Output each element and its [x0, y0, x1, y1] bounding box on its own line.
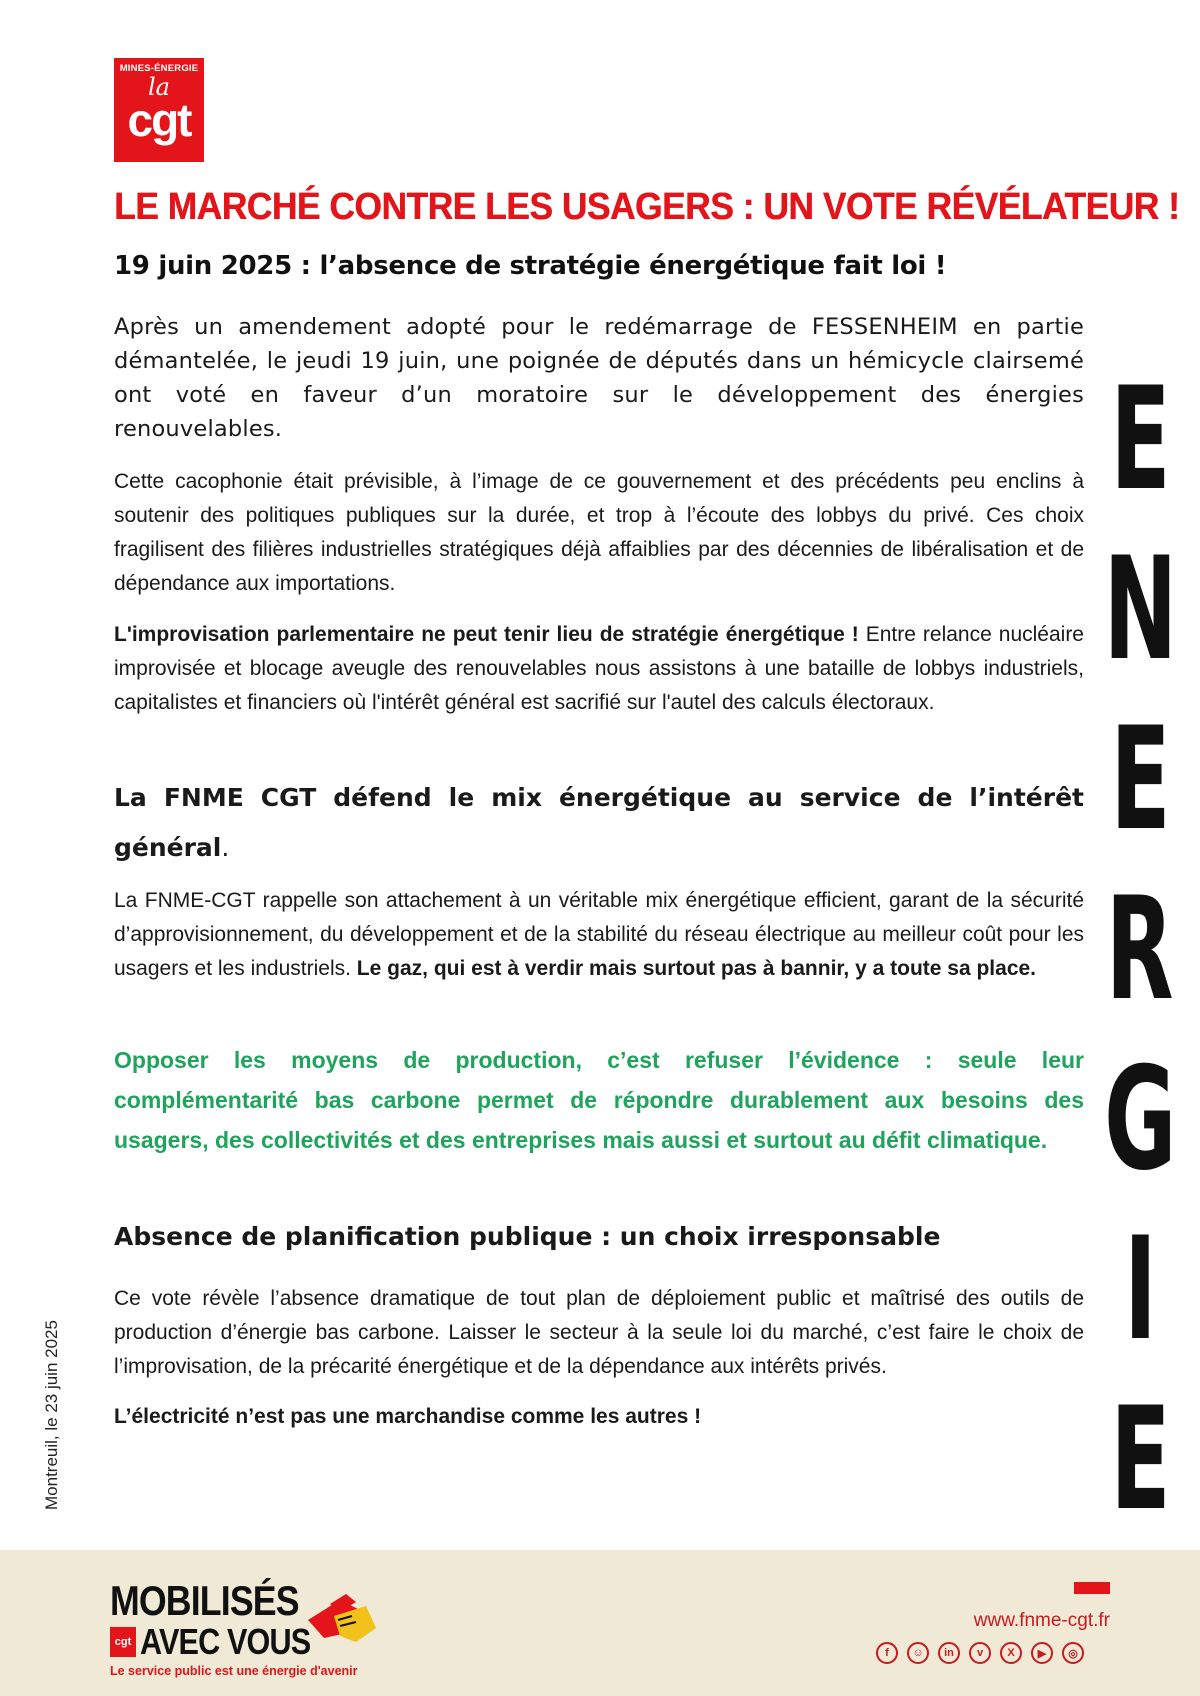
paragraph-improvisation-text: Entre relance nucléaire improvisée et blocage aveugle des renouvelables nous assistons à une bataille de lobbys industriels, capitalistes et financiers où l'intérêt général est sacrifié sur l'autel des calculs électoraux. [114, 623, 1084, 714]
section-heading-planification: Absence de planification publique : un choix irresponsable [114, 1222, 941, 1251]
linkedin-icon[interactable]: in [938, 1642, 960, 1664]
instagram-icon[interactable]: ◎ [1062, 1642, 1084, 1664]
vimeo-icon[interactable]: v [969, 1642, 991, 1664]
paragraph-attachement [114, 884, 1084, 986]
paragraph-conclusion: L’électricité n’est pas une marchandise comme les autres ! [114, 1405, 702, 1428]
paragraph-attachement-bold: Le gaz, qui est à verdir mais surtout pas à bannir, y a toute sa place. [356, 957, 1037, 980]
facebook-icon[interactable]: f [876, 1642, 898, 1664]
section-heading-mix-end: . [221, 833, 230, 862]
snapchat-icon[interactable]: ☺ [907, 1642, 929, 1664]
paragraph-cacophonie: Cette cacophonie était prévisible, à l’image de ce gouvernement et des précédents peu enclins à soutenir des politiques publiques sur la durée, et trop à l’écoute des lobbys du privé. Ces choix fragilisent des filières industrielles stratégiques déjà affaiblies par des décennies de libéralisation et de dépendance aux importations. [114, 470, 1084, 595]
paragraph-highlight-green: Opposer les moyens de production, c’est refuser l’évidence : seule leur complémentarité bas carbone permet de répondre durablement aux besoins des usagers, des collectivités et des entreprises mais aussi et surtout au défit climatique. [114, 1047, 1084, 1153]
paragraph-improvisation-bold: L'improvisation parlementaire ne peut tenir lieu de stratégie énergétique ! [114, 623, 859, 646]
cgt-logo [114, 58, 204, 162]
paragraph-intro: Après un amendement adopté pour le redémarrage de FESSENHEIM en partie démantelée, le jeudi 19 juin, une poignée de députés dans un hémicycle clairsemé ont voté en faveur d’un moratoire sur le développement des énergies renouvelables. [114, 314, 1084, 442]
page-subtitle: 19 juin 2025 : l’absence de stratégie énergétique fait loi ! [114, 251, 947, 281]
page-title: LE MARCHÉ CONTRE LES USAGERS : UN VOTE RÉVÉLATEUR ! [114, 186, 1180, 228]
side-letter: R [1106, 867, 1174, 1032]
logo-top-text: MINES-ÉNERGIE [119, 63, 199, 74]
handshake-fist-icon [300, 1580, 380, 1650]
side-letter: E [1109, 1377, 1171, 1542]
social-links [876, 1642, 1084, 1664]
logo-main-text: cgt [127, 94, 191, 146]
side-letter: E [1109, 357, 1171, 522]
side-letter: I [1123, 1207, 1157, 1372]
footer [0, 1550, 1200, 1696]
x-icon[interactable]: X [1000, 1642, 1022, 1664]
section-heading-mix [114, 773, 1084, 873]
paragraph-improvisation [114, 618, 1084, 720]
date-line: Montreuil, le 23 juin 2025 [42, 1320, 61, 1510]
website-link[interactable]: www.fnme-cgt.fr [973, 1610, 1110, 1631]
side-letter: E [1109, 697, 1171, 862]
slogan-tagline: Le service public est une énergie d'avenir [110, 1664, 358, 1678]
section-heading-mix-text: La FNME CGT défend le mix énergétique au service de l’intérêt général [114, 783, 1084, 862]
red-accent-bar [1074, 1582, 1110, 1594]
side-letter: N [1103, 527, 1177, 692]
side-letter: G [1103, 1037, 1177, 1202]
side-word-energie [1100, 355, 1180, 1545]
logo-script-text: la [148, 73, 170, 101]
paragraph-attachement-text: La FNME-CGT rappelle son attachement à un véritable mix énergétique efficient, garant de la sécurité d’approvisionnement, du développement et de la stabilité du réseau électrique au meilleur coût pour les usagers et les industriels. [114, 889, 1084, 980]
slogan-line-1: MOBILISÉS [110, 1577, 299, 1624]
slogan-line-2: AVEC VOUS [140, 1621, 311, 1662]
youtube-icon[interactable]: ▶ [1031, 1642, 1053, 1664]
paragraph-vote: Ce vote révèle l’absence dramatique de tout plan de déploiement public et maîtrisé des outils de production d’énergie bas carbone. Laisser le secteur à la seule loi du marché, c’est faire le choix de l’improvisation, de la précarité énergétique et de la dépendance aux intérêts privés. [114, 1287, 1084, 1378]
mini-cgt-logo: cgt [110, 1627, 136, 1657]
